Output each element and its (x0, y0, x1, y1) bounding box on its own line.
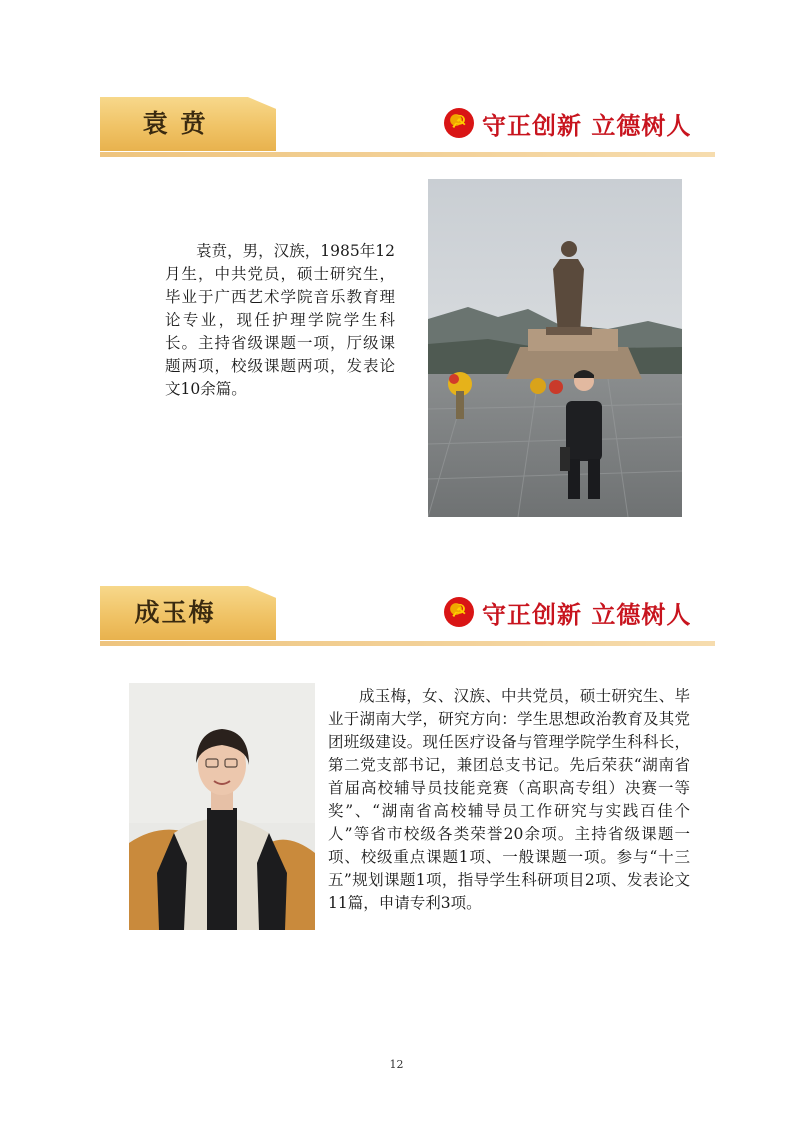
cheng-yumei-photo-graphic (129, 683, 315, 930)
yuan-ben-photo-graphic (428, 179, 682, 517)
profile-bio-2: 成玉梅，女、汉族、中共党员，硕士研究生、毕业于湖南大学，研究方向：学生思想政治教育及其党团班级建设。现任医疗设备与管理学院学生科科长，第二党支部书记，兼团总支书记。先后荣获“湖南省首届高校辅导员技能竞赛（高职高专组）决赛一等奖”、“湖南省高校辅导员工作研究与实践百佳个人”等省市校级各类荣誉20余项。主持省级课题一项、校级重点课题1项、一般课题一项。参与“十三五”规划课题1项，指导学生科研项目2项、发表论文11篇，申请专利3项。 (328, 687, 690, 912)
section-header-2 (0, 586, 793, 650)
slogan-2 (444, 592, 691, 632)
profile-name-2: 成玉梅 (134, 598, 216, 627)
slogan-text-2: 守正创新 立德树人 (482, 600, 692, 629)
slogan-text-1: 守正创新 立德树人 (482, 111, 692, 140)
header-divider-2 (100, 641, 715, 646)
header-divider-1 (100, 152, 715, 157)
cheng-yumei-photo (129, 683, 315, 930)
party-emblem-icon: ☭ (444, 108, 474, 138)
section-header-1 (0, 97, 793, 161)
profile-name-1: 袁 贲 (142, 109, 208, 138)
page-number: 12 (389, 1058, 404, 1071)
slogan-1 (444, 103, 691, 143)
yuan-ben-photo (428, 179, 682, 517)
party-emblem-icon: ☭ (444, 597, 474, 627)
profile-bio-1: 袁贲，男，汉族，1985年12月生，中共党员，硕士研究生，毕业于广西艺术学院音乐教育理论专业，现任护理学院学生科长。主持省级课题一项，厅级课题两项，校级课题两项，发表论文10余篇。 (165, 242, 395, 398)
